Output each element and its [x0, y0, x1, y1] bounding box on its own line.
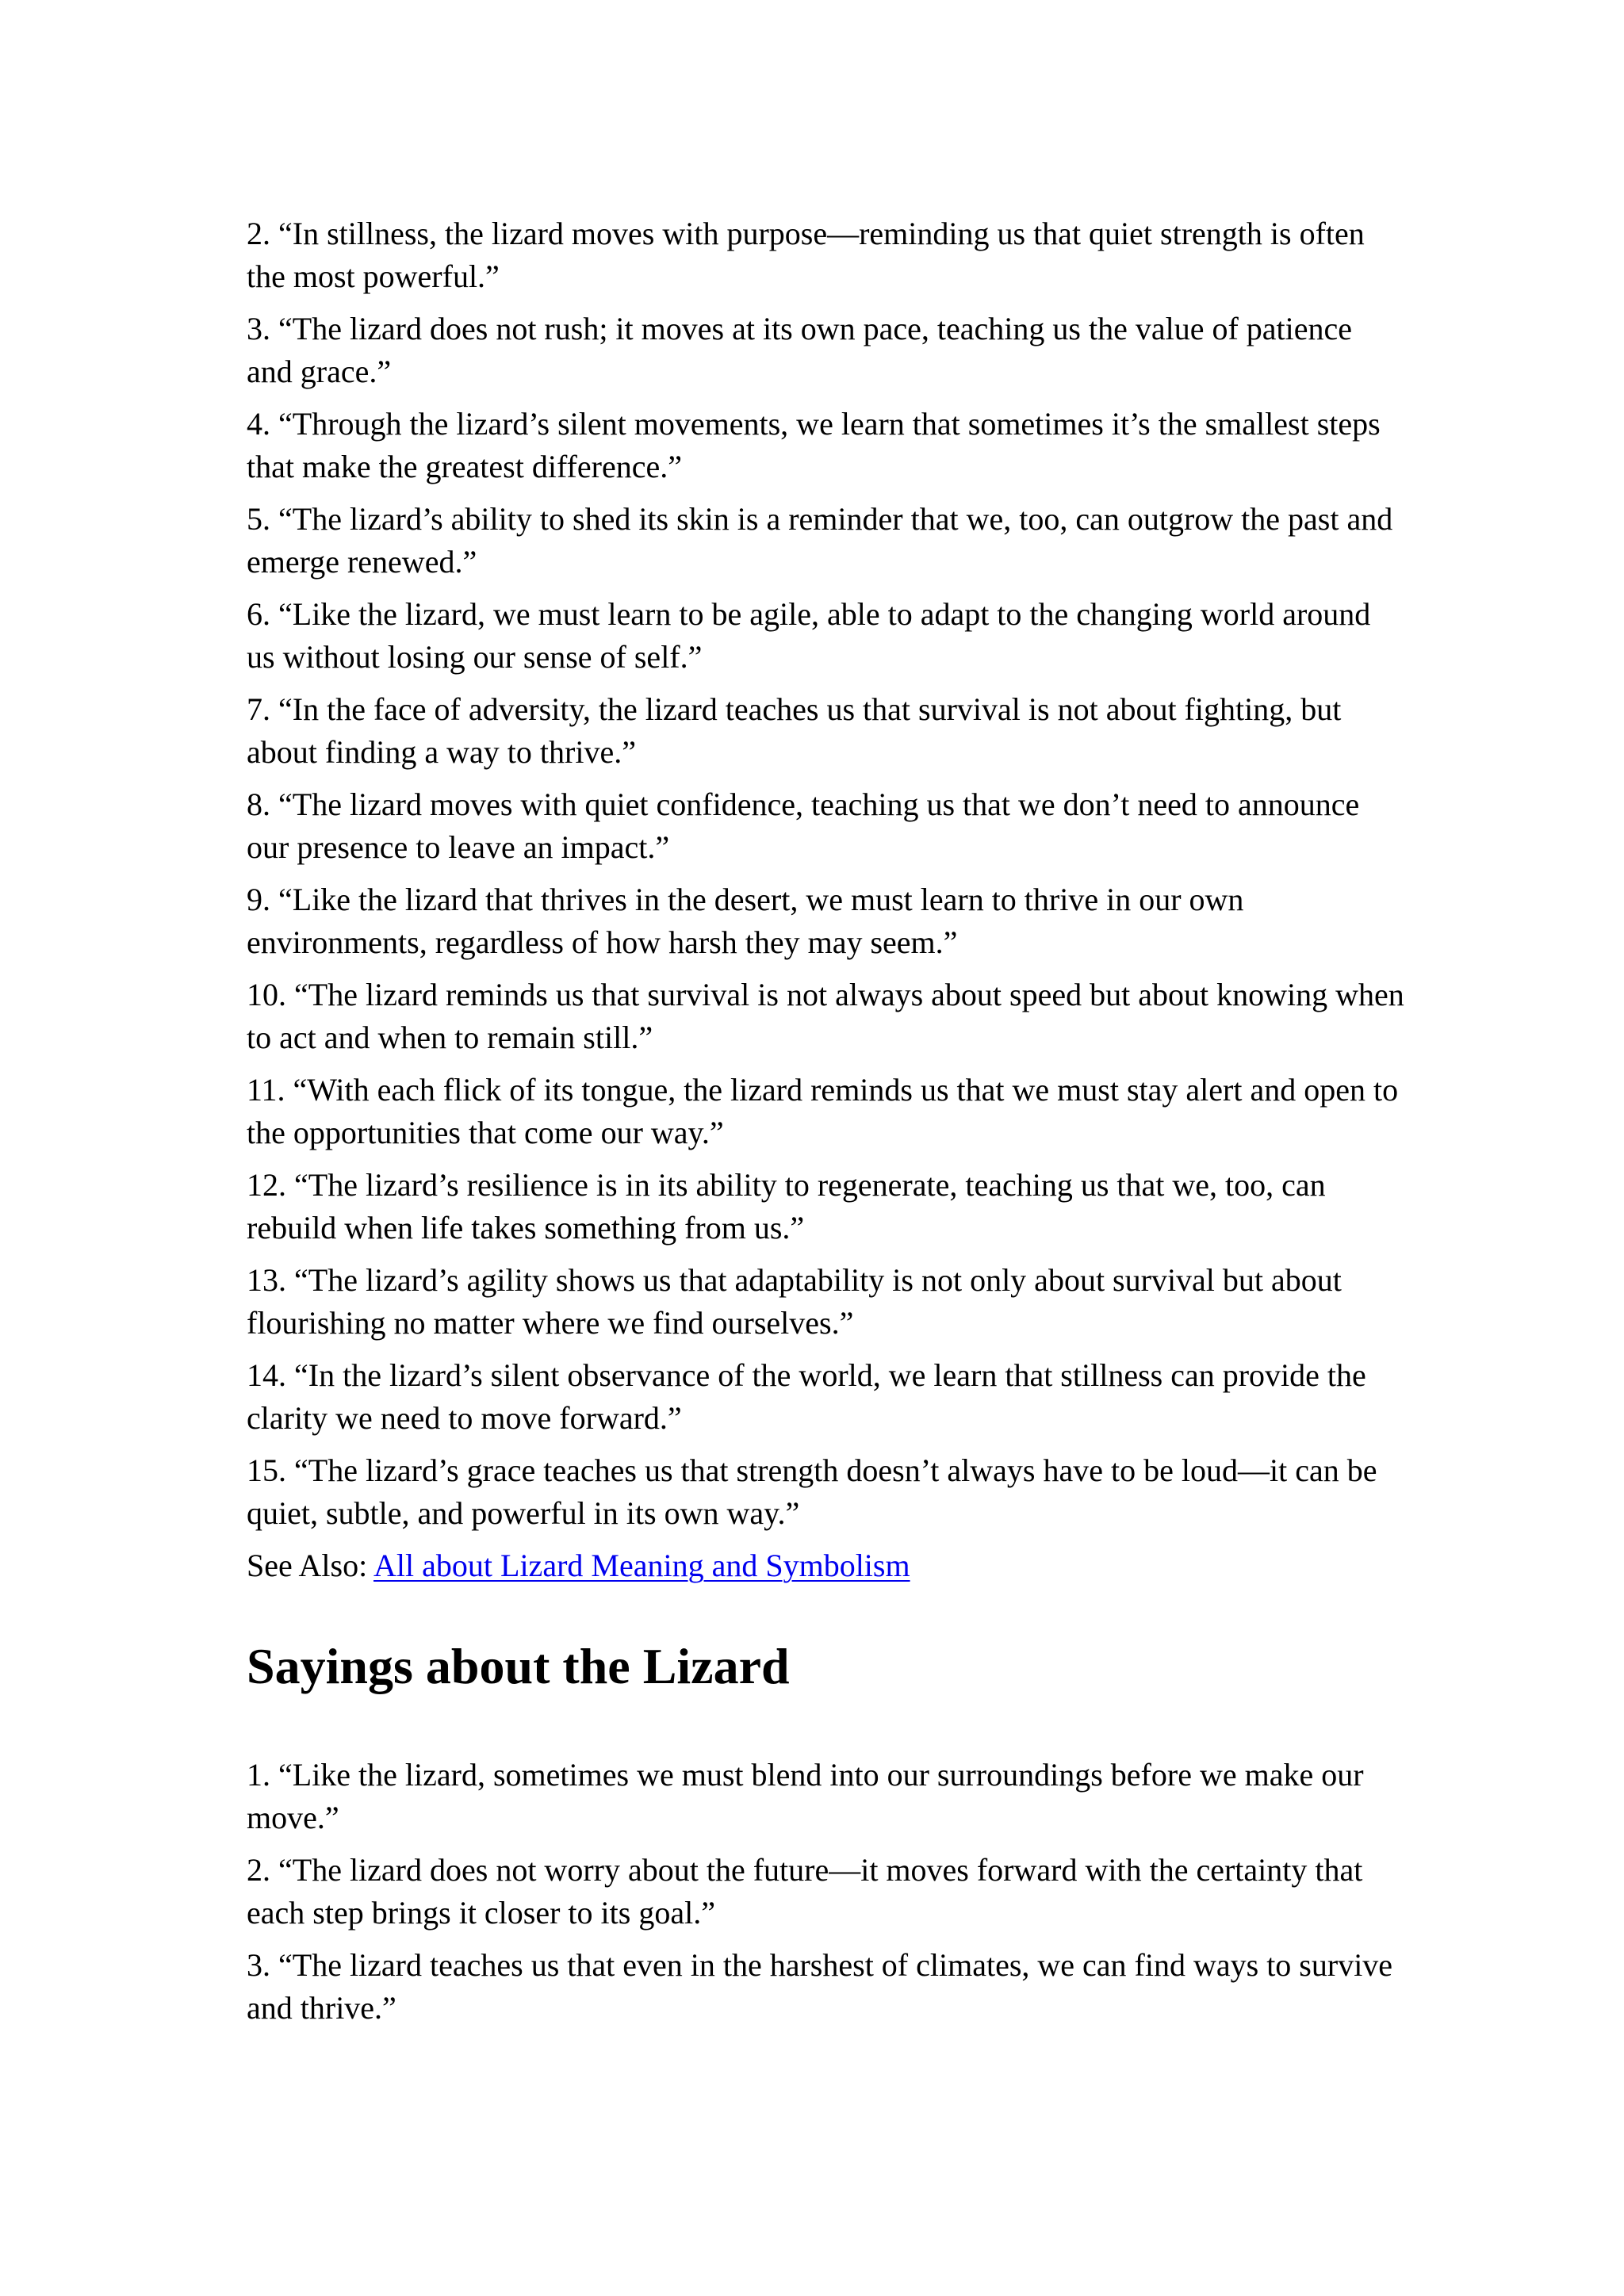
quote-4: 4. “Through the lizard’s silent movements, we learn that sometimes it’s the smallest steps that make the greatest difference.” — [247, 406, 1381, 484]
see-also-line — [247, 1544, 1404, 1587]
quote-13: 13. “The lizard’s agility shows us that adaptability is not only about survival but about flourishing no matter where we find ourselves.” — [247, 1262, 1342, 1341]
see-also-link[interactable]: All about Lizard Meaning and Symbolism — [373, 1548, 910, 1583]
quote-8: 8. “The lizard moves with quiet confidence, teaching us that we don’t need to announce our presence to leave an impact.” — [247, 786, 1360, 865]
quote-3: 3. “The lizard does not rush; it moves at its own pace, teaching us the value of patience and grace.” — [247, 311, 1353, 389]
saying-2: 2. “The lizard does not worry about the future—it moves forward with the certainty that each step brings it closer to its goal.” — [247, 1852, 1363, 1931]
quote-2: 2. “In stillness, the lizard moves with purpose—reminding us that quiet strength is often the most powerful.” — [247, 216, 1365, 294]
section-heading: Sayings about the Lizard — [247, 1638, 790, 1694]
quote-6: 6. “Like the lizard, we must learn to be agile, able to adapt to the changing world around us without losing our sense of self.” — [247, 596, 1371, 675]
quote-5: 5. “The lizard’s ability to shed its skin is a reminder that we, too, can outgrow the past and emerge renewed.” — [247, 501, 1393, 580]
quote-12: 12. “The lizard’s resilience is in its ability to regenerate, teaching us that we, too, can rebuild when life takes something from us.” — [247, 1167, 1326, 1246]
document-body — [247, 212, 1404, 2039]
quote-10: 10. “The lizard reminds us that survival is not always about speed but about knowing when to act and when to remain still.” — [247, 977, 1404, 1055]
saying-3: 3. “The lizard teaches us that even in the harshest of climates, we can find ways to survive and thrive.” — [247, 1947, 1393, 2026]
quote-11: 11. “With each flick of its tongue, the lizard reminds us that we must stay alert and open to the opportunities that come our way.” — [247, 1072, 1399, 1150]
see-also-prefix: See Also: — [247, 1548, 374, 1583]
quote-9: 9. “Like the lizard that thrives in the desert, we must learn to thrive in our own environments, regardless of how harsh they may seem.” — [247, 882, 1244, 960]
quote-14: 14. “In the lizard’s silent observance of the world, we learn that stillness can provide the clarity we need to move forward.” — [247, 1357, 1366, 1436]
saying-1: 1. “Like the lizard, sometimes we must blend into our surroundings before we make our move.” — [247, 1757, 1364, 1835]
quote-15: 15. “The lizard’s grace teaches us that strength doesn’t always have to be loud—it can be quiet, subtle, and powerful in its own way.” — [247, 1452, 1377, 1531]
quote-7: 7. “In the face of adversity, the lizard teaches us that survival is not about fighting, but about finding a way to thrive.” — [247, 691, 1342, 770]
